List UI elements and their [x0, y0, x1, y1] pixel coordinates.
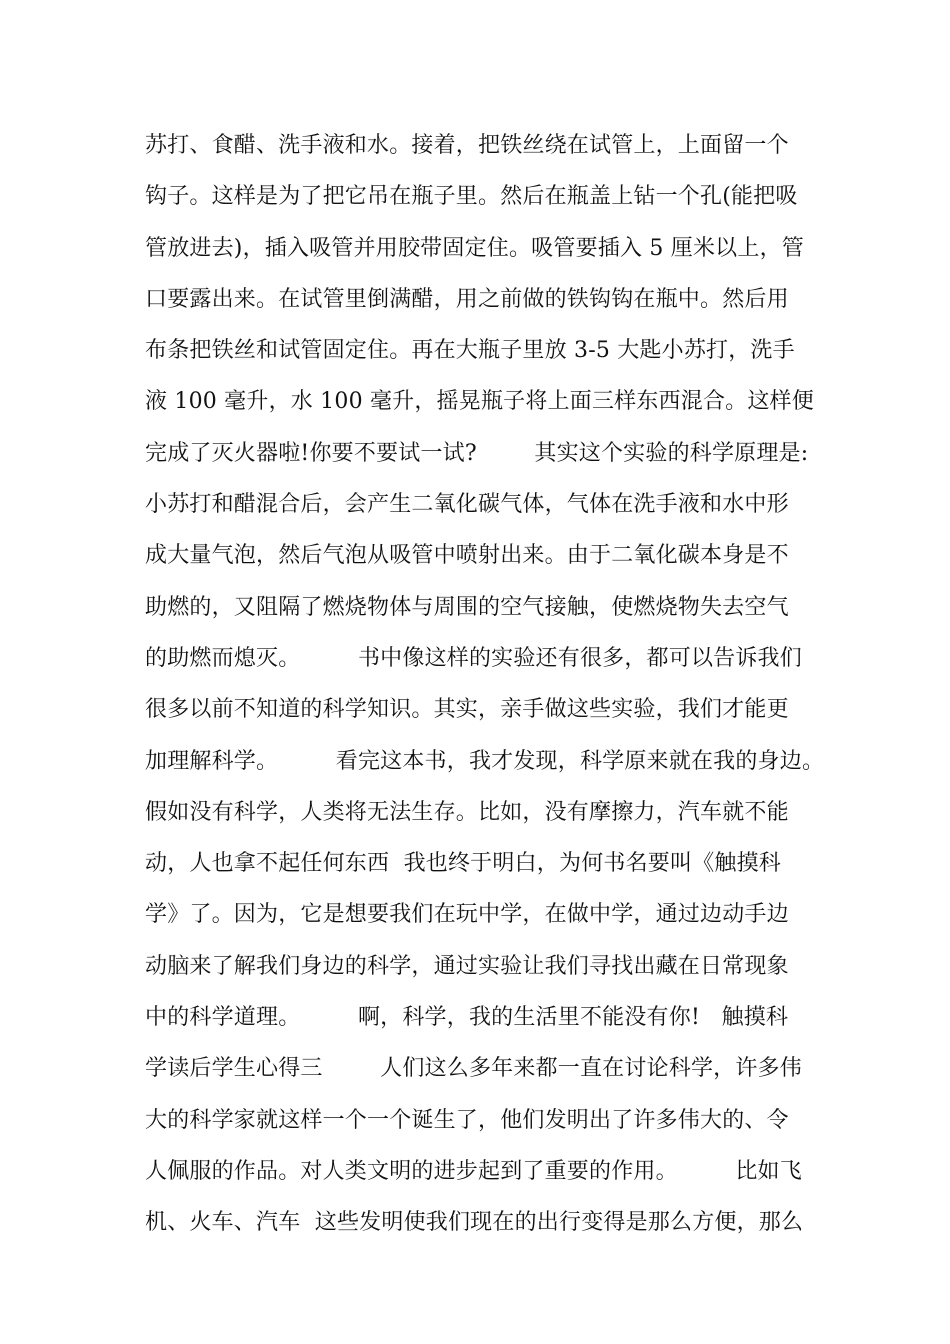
- text-line: 的助燃而熄灭。 书中像这样的实验还有很多，都可以告诉我们: [145, 645, 802, 671]
- text-line: 钩子。这样是为了把它吊在瓶子里。然后在瓶盖上钻一个孔(能把吸: [145, 184, 798, 210]
- text-line: 布条把铁丝和试管固定住。再在大瓶子里放 3-5 大匙小苏打，洗手: [145, 338, 795, 364]
- text-line: 机、火车、汽车 这些发明使我们现在的出行变得是那么方便，那么: [145, 1210, 804, 1236]
- text-line: 中的科学道理。 啊，科学，我的生活里不能没有你! 触摸科: [145, 1005, 789, 1031]
- text-line: 动脑来了解我们身边的科学，通过实验让我们寻找出藏在日常现象: [145, 953, 789, 979]
- text-line: 学读后学生心得三 人们这么多年来都一直在讨论科学，许多伟: [145, 1056, 802, 1082]
- text-line: 大的科学家就这样一个一个诞生了，他们发明出了许多伟大的、令: [145, 1107, 789, 1133]
- text-line: 液 100 毫升，水 100 毫升，摇晃瓶子将上面三样东西混合。这样便: [145, 389, 814, 415]
- text-line: 苏打、食醋、洗手液和水。接着，把铁丝绕在试管上，上面留一个: [145, 133, 789, 158]
- text-line: 很多以前不知道的科学知识。其实，亲手做这些实验，我们才能更: [145, 697, 789, 723]
- text-line: 完成了灭火器啦!你要不要试一试? 其实这个实验的科学原理是:: [145, 440, 809, 466]
- text-line: 假如没有科学，人类将无法生存。比如，没有摩擦力，汽车就不能: [145, 799, 789, 825]
- text-line: 小苏打和醋混合后，会产生二氧化碳气体，气体在洗手液和水中形: [145, 492, 789, 518]
- text-line: 人佩服的作品。对人类文明的进步起到了重要的作用。 比如飞: [145, 1158, 802, 1184]
- text-line: 口要露出来。在试管里倒满醋，用之前做的铁钩钩在瓶中。然后用: [145, 286, 789, 312]
- text-line: 助燃的，又阻隔了燃烧物体与周围的空气接触，使燃烧物失去空气: [145, 594, 789, 620]
- text-line: 动，人也拿不起任何东西 我也终于明白，为何书名要叫《触摸科: [145, 851, 781, 877]
- text-line: 管放进去)，插入吸管并用胶带固定住。吸管要插入 5 厘米以上，管: [145, 235, 804, 261]
- text-line: 成大量气泡，然后气泡从吸管中喷射出来。由于二氧化碳本身是不: [145, 543, 789, 569]
- text-line: 加理解科学。 看完这本书，我才发现，科学原来就在我的身边。: [145, 748, 825, 774]
- body-text: [145, 128, 845, 1257]
- text-line: 学》了。因为，它是想要我们在玩中学，在做中学，通过边动手边: [145, 902, 789, 928]
